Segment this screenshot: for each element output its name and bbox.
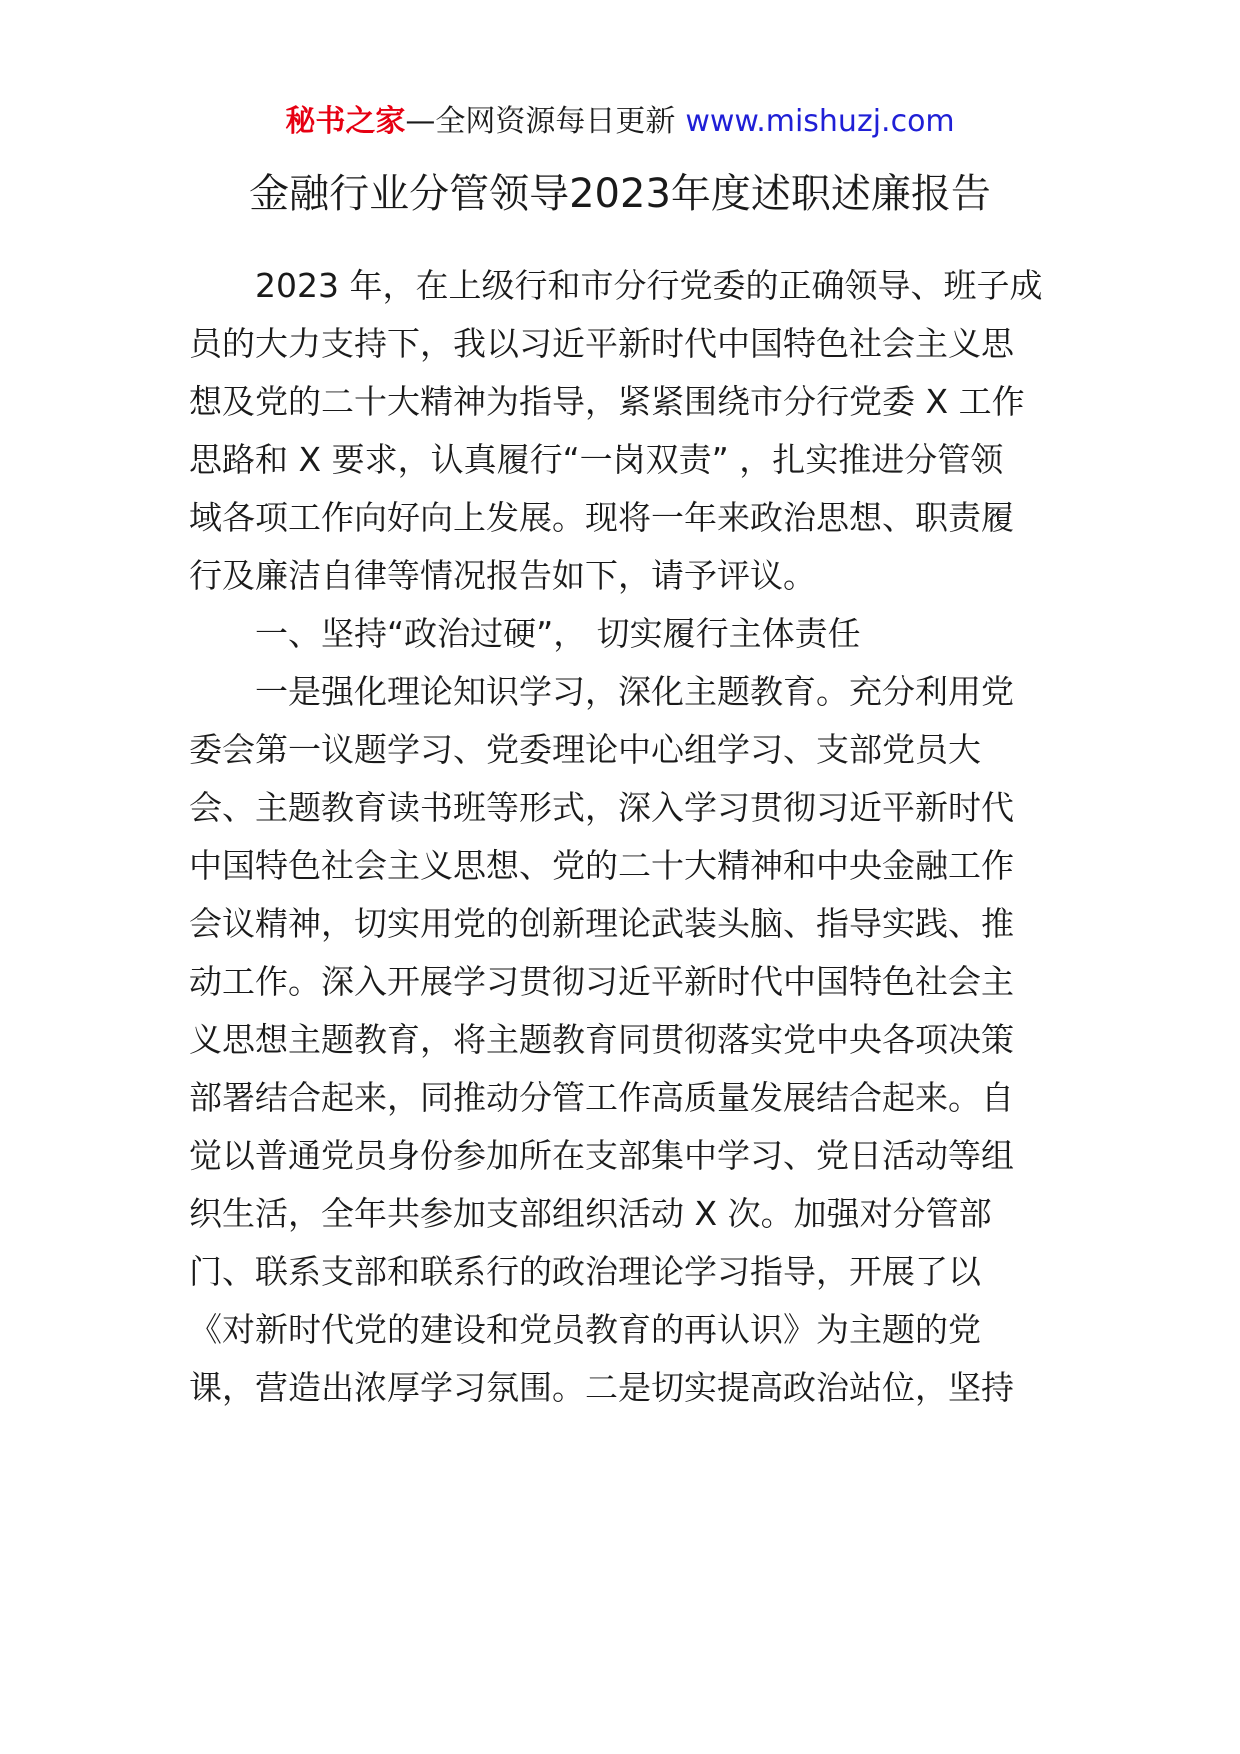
paragraph-line: 域各项工作向好向上发展。现将一年来政治思想、职责履 (189, 498, 1014, 537)
paragraph-line: 课，营造出浓厚学习氛围。二是切实提高政治站位，坚持 (189, 1368, 1014, 1407)
section-heading: 一、坚持“政治过硬”， 切实履行主体责任 (255, 614, 861, 653)
paragraph-line: 委会第一议题学习、党委理论中心组学习、支部党员大 (189, 730, 981, 769)
paragraph-line: 会议精神，切实用党的创新理论武装头脑、指导实践、推 (189, 904, 1014, 943)
paragraph-line: 织生活，全年共参加支部组织活动 X 次。加强对分管部 (189, 1194, 992, 1233)
paragraph-line: 门、联系支部和联系行的政治理论学习指导，开展了以 (189, 1252, 981, 1291)
paragraph-line: 想及党的二十大精神为指导，紧紧围绕市分行党委 X 工作 (189, 382, 1025, 421)
paragraph-line: 中国特色社会主义思想、党的二十大精神和中央金融工作 (189, 846, 1014, 885)
brand-logo-text: 秘书之家 (285, 104, 406, 139)
header-tagline: —全网资源每日更新 (405, 104, 676, 139)
site-url-link[interactable]: www.mishuzj.com (685, 104, 955, 139)
paragraph-line: 动工作。深入开展学习贯彻习近平新时代中国特色社会主 (189, 962, 1014, 1001)
paragraph-line: 部署结合起来，同推动分管工作高质量发展结合起来。自 (189, 1078, 1014, 1117)
paragraph-line: 行及廉洁自律等情况报告如下，请予评议。 (189, 556, 816, 595)
site-header (0, 100, 1240, 144)
paragraph-line: 2023 年，在上级行和市分行党委的正确领导、班子成 (255, 266, 1043, 305)
paragraph-line: 义思想主题教育，将主题教育同贯彻落实党中央各项决策 (189, 1020, 1014, 1059)
paragraph-line: 员的大力支持下，我以习近平新时代中国特色社会主义思 (189, 324, 1014, 363)
document-title: 金融行业分管领导2023年度述职述廉报告 (249, 171, 991, 217)
paragraph-line: 觉以普通党员身份参加所在支部集中学习、党日活动等组 (189, 1136, 1014, 1175)
paragraph-line: 会、主题教育读书班等形式，深入学习贯彻习近平新时代 (189, 788, 1014, 827)
paragraph-line: 一是强化理论知识学习，深化主题教育。充分利用党 (255, 672, 1014, 711)
paragraph-line: 《对新时代党的建设和党员教育的再认识》为主题的党 (189, 1310, 981, 1349)
paragraph-line: 思路和 X 要求，认真履行“一岗双责” ，扎实推进分管领 (189, 440, 1004, 479)
